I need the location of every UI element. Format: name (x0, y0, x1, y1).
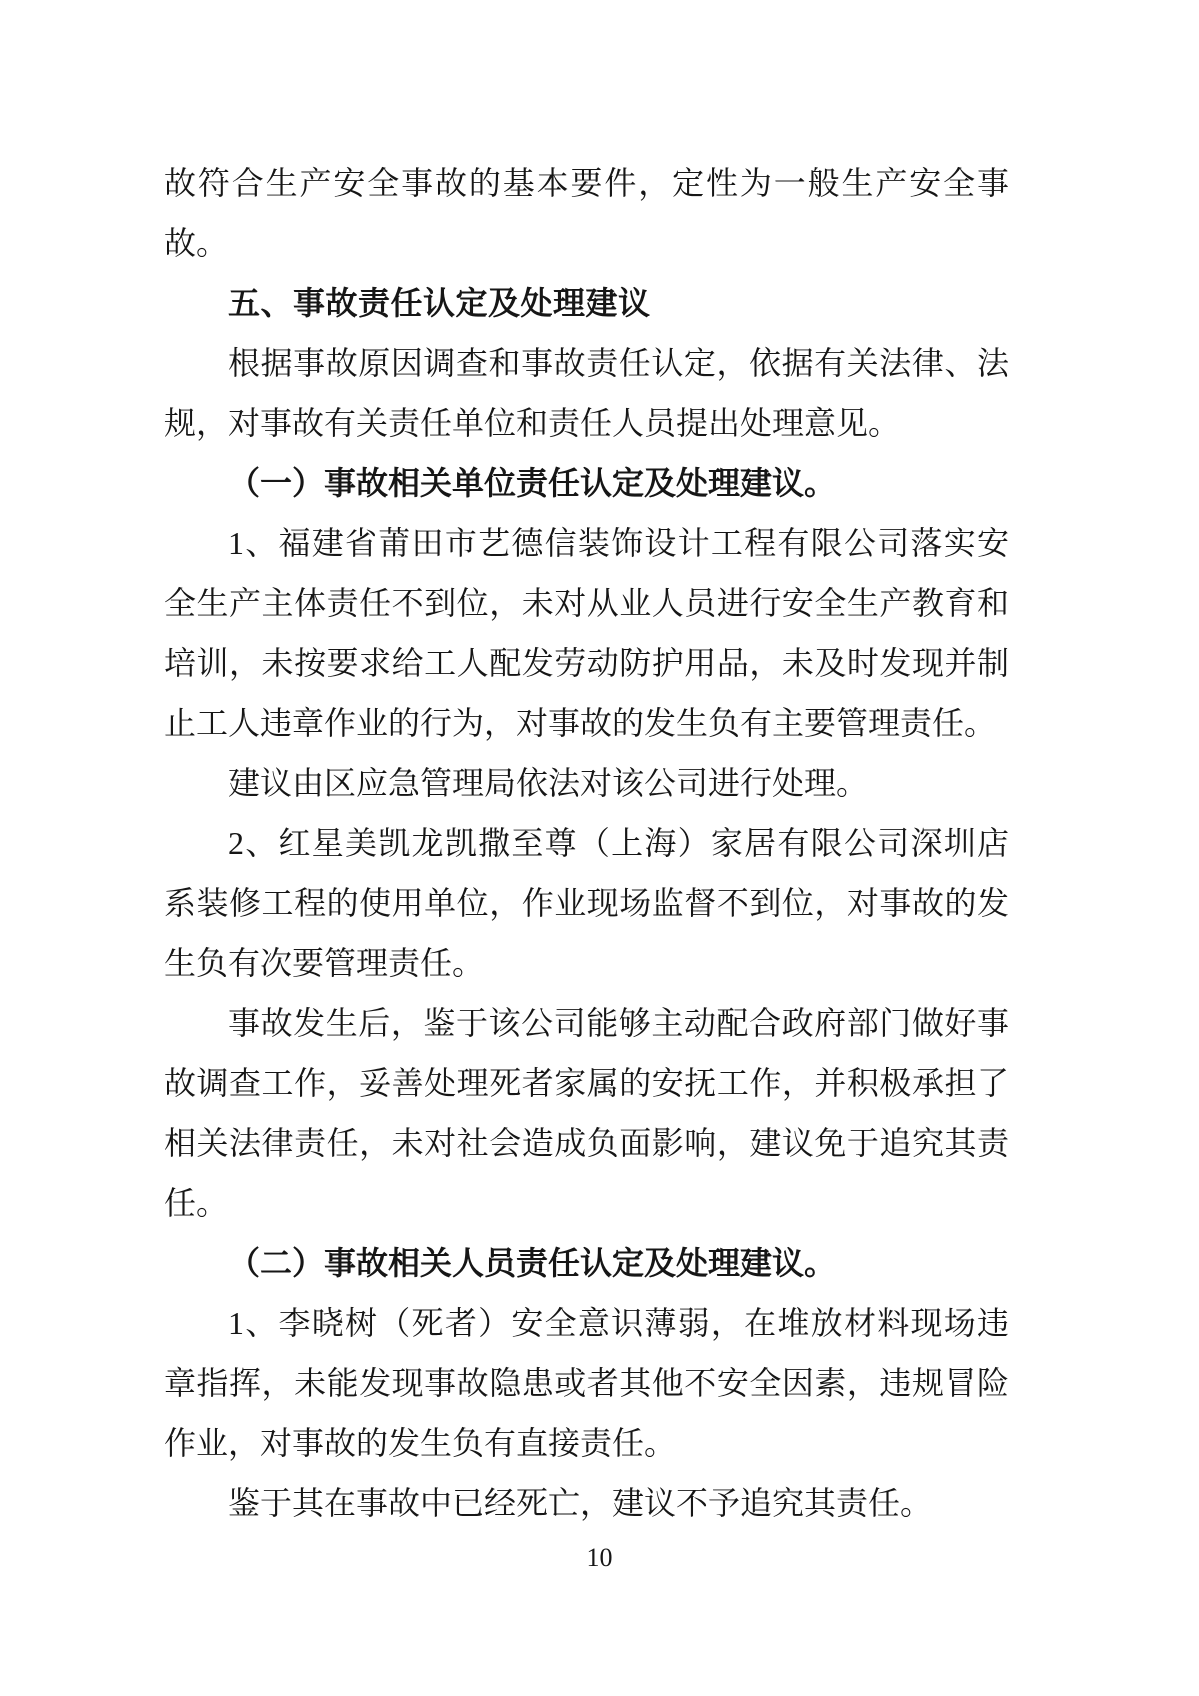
paragraph: 根据事故原因调查和事故责任认定，依据有关法律、法规，对事故有关责任单位和责任人员提出处理意见。 (164, 345, 1009, 441)
page-number: 10 (586, 1543, 613, 1572)
section-heading: 五、事故责任认定及处理建议 (228, 285, 651, 321)
paragraph: 1、福建省莆田市艺德信装饰设计工程有限公司落实安全生产主体责任不到位，未对从业人员进行安全生产教育和培训，未按要求给工人配发劳动防护用品，未及时发现并制止工人违章作业的行为，对事故的发生负有主要管理责任。 (164, 525, 1009, 741)
paragraph: 事故发生后，鉴于该公司能够主动配合政府部门做好事故调查工作，妥善处理死者家属的安抚工作，并积极承担了相关法律责任，未对社会造成负面影响，建议免于追究其责任。 (164, 1005, 1009, 1221)
paragraph: 2、红星美凯龙凯撒至尊（上海）家居有限公司深圳店系装修工程的使用单位，作业现场监督不到位，对事故的发生负有次要管理责任。 (164, 825, 1009, 981)
paragraph: 建议由区应急管理局依法对该公司进行处理。 (228, 765, 869, 801)
sub-section-heading: （一）事故相关单位责任认定及处理建议。 (228, 465, 837, 501)
paragraph: 1、李晓树（死者）安全意识薄弱，在堆放材料现场违章指挥，未能发现事故隐患或者其他不安全因素，违规冒险作业，对事故的发生负有直接责任。 (164, 1305, 1009, 1461)
paragraph: 鉴于其在事故中已经死亡，建议不予追究其责任。 (228, 1485, 933, 1521)
document-content (164, 153, 1009, 1533)
page-footer (0, 1538, 1199, 1578)
paragraph: 故符合生产安全事故的基本要件，定性为一般生产安全事故。 (164, 165, 1009, 261)
sub-section-heading: （二）事故相关人员责任认定及处理建议。 (228, 1245, 837, 1281)
